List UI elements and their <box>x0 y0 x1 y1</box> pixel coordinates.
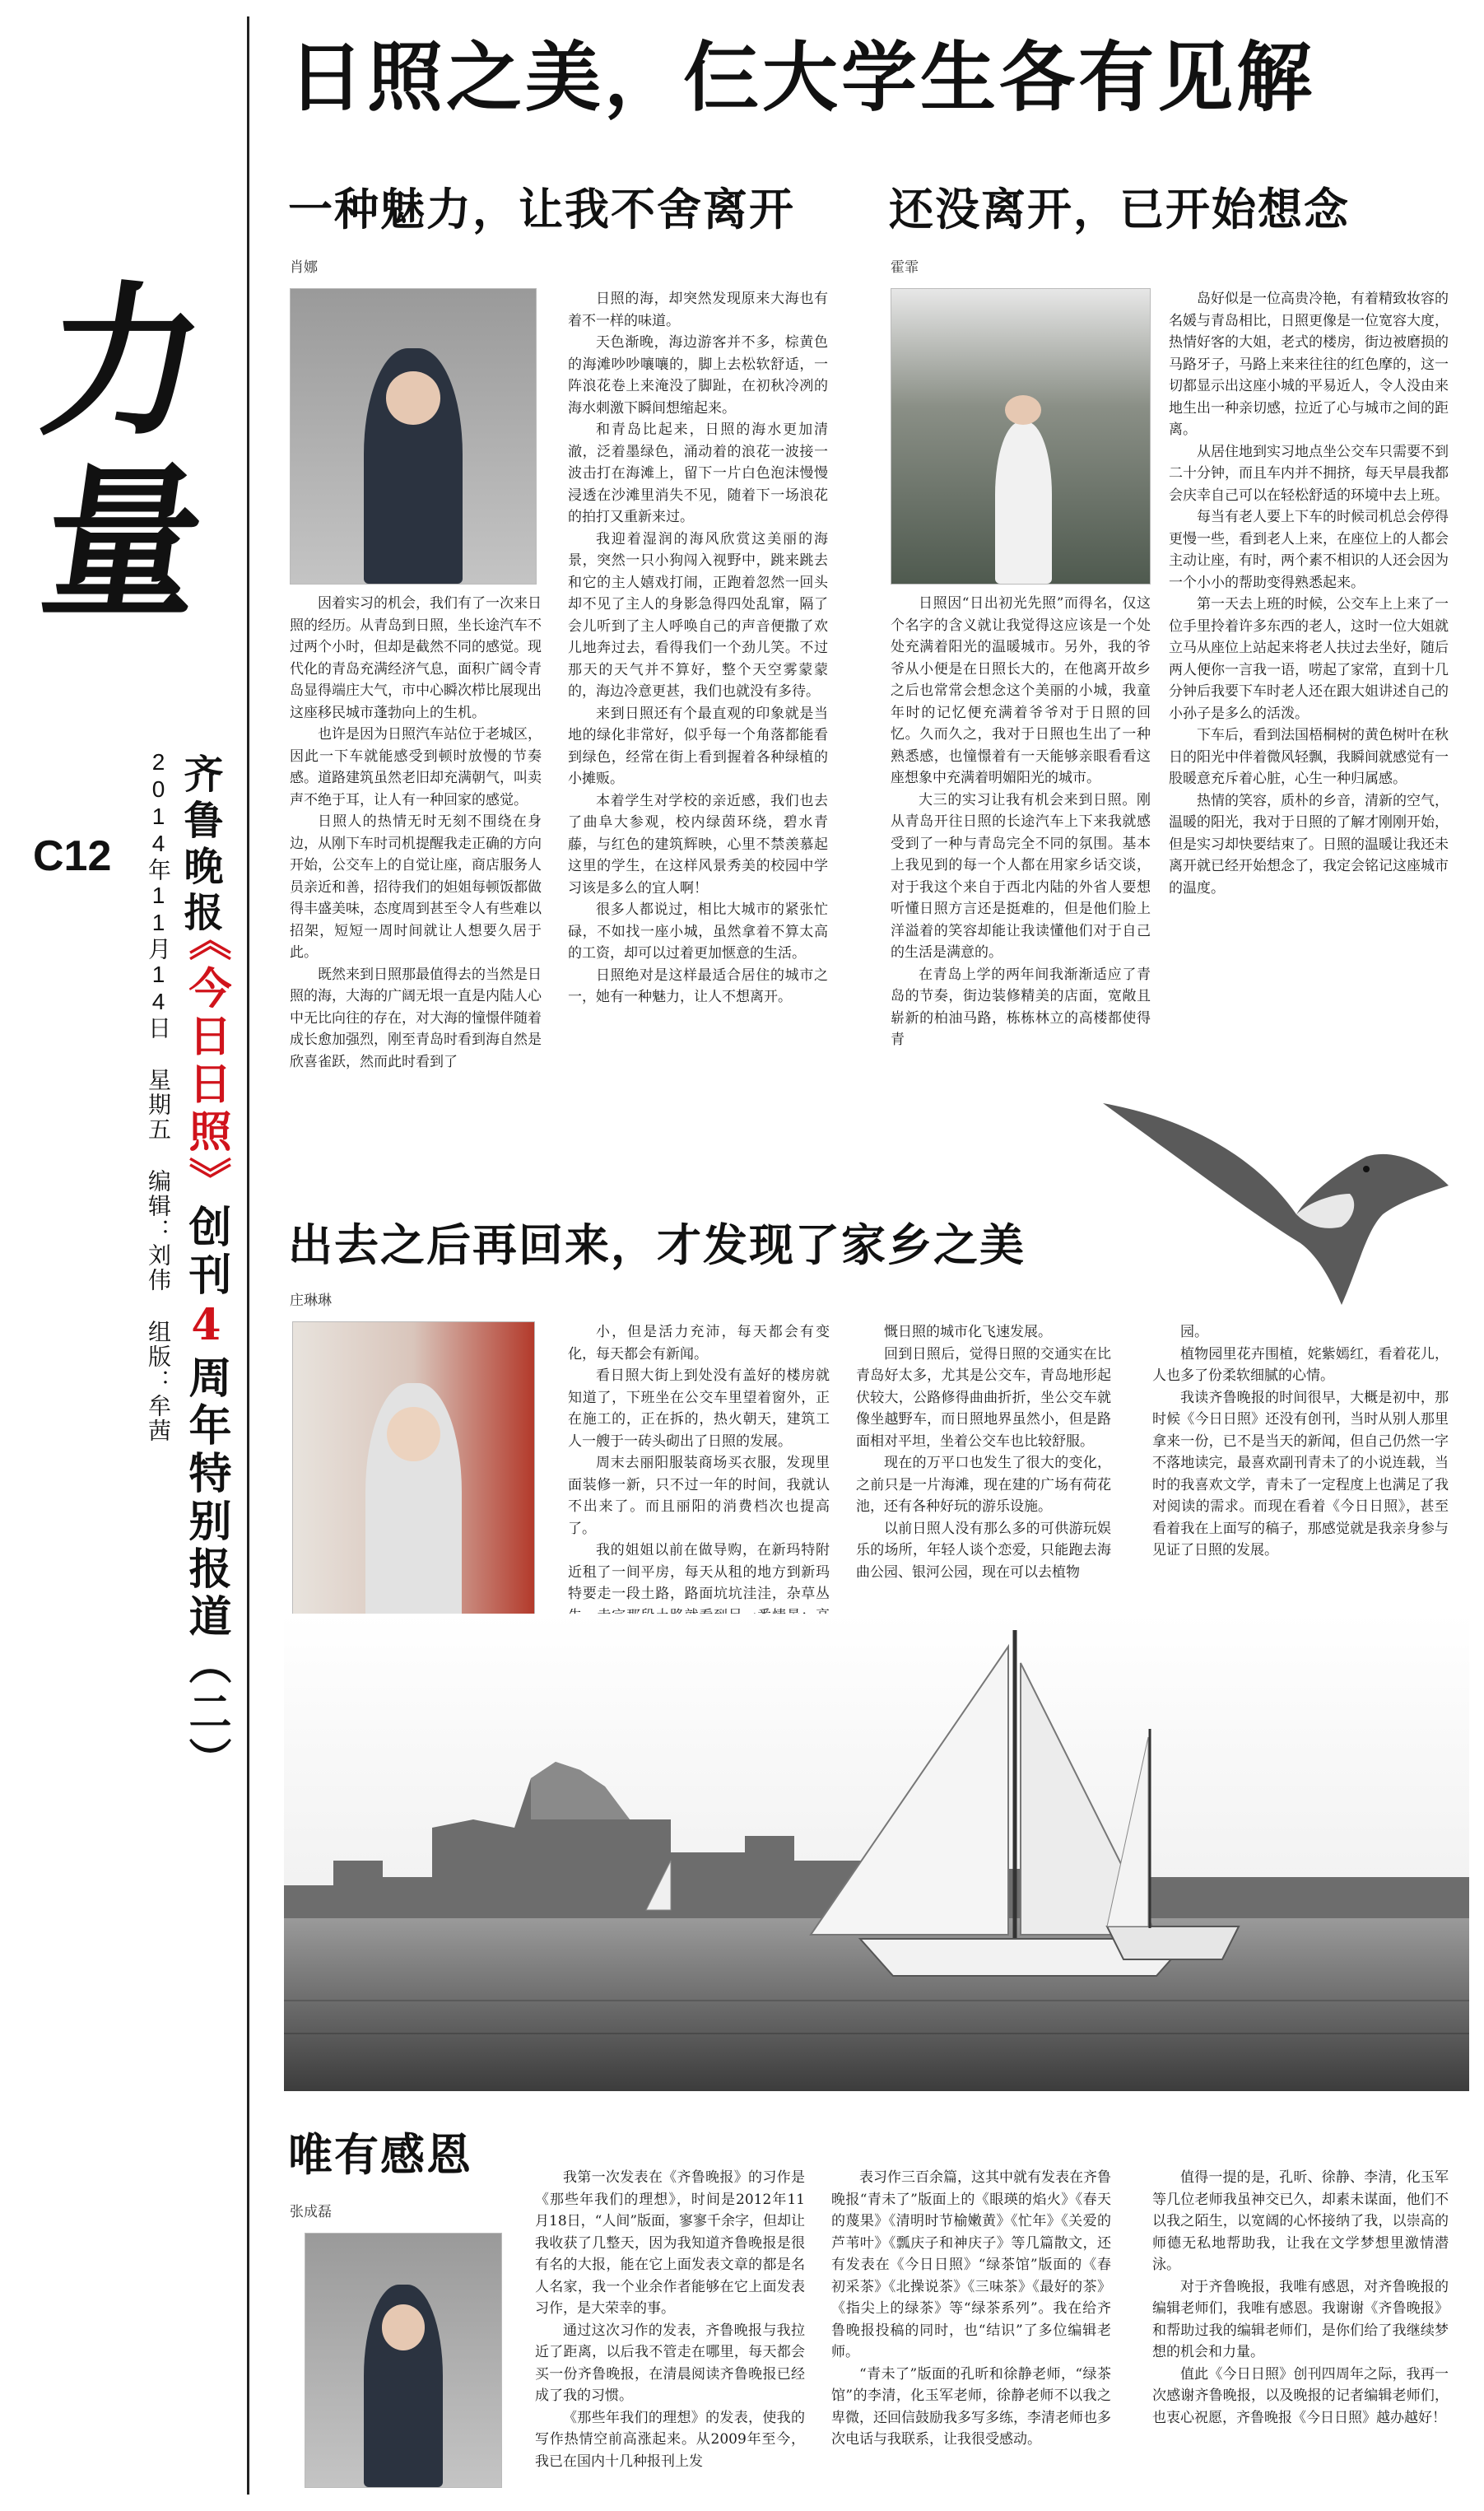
page-headline: 日照之美，仨大学生各有见解 <box>288 34 1316 122</box>
series-founded: 创刊 <box>181 1204 231 1300</box>
paragraph: 我读齐鲁晚报的时间很早，大概是初中，那时候《今日日照》还没有创刊，当时从别人那里拿来一份，已不是当天的新闻，但自己仍然一字不落地读完，最喜欢副刊青未了的小说连载，当时的我喜欢文学，青未了一定程度上也满足了我对阅读的需求。而现在看着《今日日照》，甚至看着我在上面写的稿子，那感觉就是我亲身参与见证了日照的发展。 <box>1152 1389 1449 1558</box>
brand-char-1: 力 <box>31 265 216 459</box>
paragraph: 岛好似是一位高贵冷艳，有着精致妆容的名媛与青岛相比，日照更像是一位宽容大度，热情好客的大姐，老式的楼房，街边被磨损的马路牙子，马路上来来往往的红色摩的，这一切都显示出这座小城的平易近人，令人没由来地生出一种亲切感，拉近了心与城市之间的距离。 <box>1169 291 1449 438</box>
series-years: 4 <box>181 1300 231 1355</box>
paragraph: 回到日照后，觉得日照的交通实在比青岛好太多，尤其是公交车，青岛地形起伏较大，公路修得曲曲折折，坐公交车就像坐越野车，而日照地界虽然小，但是路面相对平坦，坐着公交车也比较舒服。 <box>856 1345 1111 1450</box>
article4-photo <box>305 2233 502 2488</box>
paragraph: 来到日照还有个最直观的印象就是当地的绿化非常好，似乎每一个角落都能看到绿色，经常在街上看到握着各种绿植的小摊贩。 <box>568 705 828 787</box>
masthead-brand <box>25 265 222 640</box>
paragraph: 我的姐姐以前在做导购，在新玛特附近租了一间平房，每天从租的地方到新玛特要走一段土路，路面坑坑洼洼，杂草丛 <box>568 1542 830 1602</box>
article4-col3 <box>1152 2167 1449 2496</box>
paragraph: 天色渐晚，海边游客并不多，棕黄色的海滩吵吵嚷嚷的，脚上去松软舒适，一阵浪花卷上来淹没了脚趾，在初秋冷冽的海水刺激下瞬间想缩起来。 <box>568 334 828 417</box>
seagull-illustration <box>1095 1070 1473 1317</box>
paragraph: 和青岛比起来，日照的海水更加清澈，泛着墨绿色，涌动着的浪花一波接一波击打在海滩上，留下一片白色泡沫慢慢浸透在沙滩里消失不见，随着下一场浪花的拍打又重新来过。 <box>568 422 828 525</box>
article1-photo <box>290 288 537 585</box>
paragraph: 热情的笑容，质朴的乡音，清新的空气，温暖的阳光，我对于日照的了解才刚刚开始，但是实习却快要结束了。日照的温暖让我还未离开就已经开始想念了，我定会铭记这座城市的温度。 <box>1169 792 1449 897</box>
paragraph: 下车后，看到法国梧桐树的黄色树叶在秋日的阳光中伴着微风轻飘，我瞬间就感觉有一股暖意充斥着心脏，心生一种归属感。 <box>1169 727 1449 787</box>
column-divider <box>247 16 249 2495</box>
article2-photo <box>891 288 1151 585</box>
brand-char-2: 量 <box>31 446 216 640</box>
paragraph: 日照的海，却突然发现原来大海也有着不一样的味道。 <box>568 291 828 329</box>
paragraph: 在青岛上学的两年间我渐渐适应了青岛的节奏，街边装修精美的店面，宽敞且崭新的柏油马路，栋栋林立的高楼都使得青 <box>891 966 1151 1048</box>
paragraph: 园。 <box>1180 1324 1208 1340</box>
paragraph: 小，但是活力充沛，每天都会有变化，每天都会有新闻。 <box>568 1324 830 1363</box>
paragraph: 表习作三百余篇，这其中就有发表在齐鲁晚报“青未了”版面上的《眼瑛的焰火》《春天的蔑果》《清明时节榆嫩黄》《忙年》《关爱的芦苇叶》《瓢庆子和神庆子》等几篇散文，还有发表在《今日日照》“绿茶馆”版面的《春初采茶》《北操说茶》《三味茶》《最好的茶》《指尖上的绿茶》等“绿茶系列”。我在给齐鲁晚报投稿的同时，也“结识”了多位编辑老师。 <box>831 2169 1111 2360</box>
series-special: 周年特别报道（二） <box>181 1355 231 1785</box>
photo-face <box>382 2304 425 2350</box>
photo-face <box>1005 395 1041 425</box>
article1-col2 <box>568 288 828 1186</box>
paragraph: 植物园里花卉围植，姹紫嫣红，看着花儿，人也多了份柔软细腻的心情。 <box>1152 1345 1449 1384</box>
paragraph: 从居住地到实习地点坐公交车只需要不到二十分钟，而且车内并不拥挤，每天早晨我都会庆幸自己可以在轻松舒适的环境中去上班。 <box>1169 443 1449 504</box>
article1-byline: 肖娜 <box>290 259 318 275</box>
article4-title: 唯有感恩 <box>288 2129 472 2181</box>
article4-byline: 张成磊 <box>290 2204 332 2220</box>
article1-col1 <box>290 593 542 1186</box>
photo-face <box>387 1407 440 1461</box>
article3-byline: 庄琳琳 <box>290 1293 332 1308</box>
paragraph: 值此《今日日照》创刊四周年之际，我再一次感谢齐鲁晚报，以及晚报的记者编辑老师们，也衷心祝愿，齐鲁晚报《今日日照》越办越好！ <box>1152 2365 1449 2426</box>
paragraph: 日照人的热情无时无刻不围绕在身边，从刚下车时司机提醒我走正确的方向开始，公交车上的自觉让座，商店服务人员亲近和善，招待我们的妲姐每顿饭都做得丰盛美味，态度周到甚至令人有些难以招架，短短一周时间就让人想要久居于此。 <box>290 813 542 961</box>
harbor-sailboat-illustration <box>284 1614 1469 2091</box>
series-name: 《今日日照》 <box>181 918 231 1204</box>
page-code: C12 <box>33 832 112 880</box>
paragraph: 每当有老人要上下车的时候司机总会停得更慢一些，看到老人上来，在座位上的人都会主动让座，有时，两个素不相识的人还会因为一个小小的帮助变得熟悉起来。 <box>1169 509 1449 591</box>
paragraph: 日照因“日出初光先照”而得名，仅这个名字的含义就让我觉得这应该是一个处处充满着阳光的温暖城市。另外，我的爷爷从小便是在日照长大的，在他离开故乡之后也常常会想念这个美丽的小城，我童年时的记忆便充满着爷爷对于日照的回忆。久而久之，我对于日照也生出了一种熟悉感，也憧憬着有一天能够亲眼看看这座想象中充满着明媚阳光的城市。 <box>891 595 1151 786</box>
paragraph: 慨日照的城市化飞速发展。 <box>884 1324 1052 1340</box>
article2-col2 <box>1169 288 1449 1186</box>
paragraph: 通过这次习作的发表，齐鲁晚报与我拉近了距离，以后我不管走在哪里，每天都会买一份齐鲁晚报，在清晨阅读齐鲁晚报已经成了我的习惯。 <box>535 2322 805 2404</box>
paragraph: 我第一次发表在《齐鲁晚报》的习作是《那些年我们的理想》，时间是2012年11月18日，“人间”版面，寥寥千余字，但却让我收获了几整天，因为我知道齐鲁晚报是很有名的大报，能在它上面发表文章的都是名人名家，我一个业余作者能够在它上面发表习作，是大荣幸的事。 <box>535 2169 805 2317</box>
paragraph: 因着实习的机会，我们有了一次来日照的经历。从青岛到日照，坐长途汽车不过两个小时，但却是截然不同的感觉。现代化的青岛充满经济气息，面积广阔令青岛显得端庄大气，市中心瞬次栉比展现出这座移民城市蓬勃向上的生机。 <box>290 595 542 721</box>
series-title <box>181 918 230 1785</box>
date-line: 2014年11月14日 星期五 编辑：刘伟 组版：牟茜 <box>146 749 171 1443</box>
paragraph: “青未了”版面的孔昕和徐静老师，“绿茶馆”的李清，化玉军老师，徐静老师不以我之卑微，还回信鼓励我多写多练，李清老师也多次电话与我联系，让我很受感动。 <box>831 2365 1111 2448</box>
paragraph: 也许是因为日照汽车站位于老城区，因此一下车就能感受到顿时放慢的节奏感。道路建筑虽然老旧却充满朝气，叫卖声不绝于耳，让人有一种回家的感觉。 <box>290 726 542 808</box>
paragraph: 本着学生对学校的亲近感，我们也去了曲阜大参观，校内绿茵环绕，碧水青藤，与红色的建筑辉映，心里不禁羡慕起这里的学生，在这样风景秀美的校园中学习该是多么的宜人啊！ <box>568 792 828 897</box>
paragraph: 周末去丽阳服装商场买衣服，发现里面装修一新，只不过一年的时间，我就认不出来了。而且丽阳的消费档次也提高了。 <box>568 1455 830 1537</box>
paragraph: 《那些年我们的理想》的发表，使我的写作热情空前高涨起来。从2009年至今，我已在国内十几种报刊上发 <box>535 2409 805 2470</box>
article2-title: 还没离开，已开始想念 <box>889 184 1350 235</box>
paragraph: 日照绝对是这样最适合居住的城市之一，她有一种魅力，让人不想离开。 <box>568 967 828 1005</box>
paragraph: 以前日照人没有那么多的可供游玩娱乐的场所，年轻人谈个恋爱，只能跑去海曲公园、银河公园，现在可以去植物 <box>856 1520 1111 1581</box>
paragraph: 我迎着湿润的海风欣赏这美丽的海景，突然一只小狗闯入视野中，跳来跳去和它的主人嬉戏打闹，正跑着忽然一回头却不见了主人的身影急得四处乱窜，隔了会儿听到了主人呼唤自己的声音便撒了欢儿地奔过去，看得我们一个劲儿笑。不过那天的天气并不算好，整个天空雾蒙蒙的，海边冷意更甚，我们也就没有多待。 <box>568 530 828 700</box>
paragraph: 看日照大街上到处没有盖好的楼房就知道了，下班坐在公交车里望着窗外，正在施工的，正在拆的，热火朝天，建筑工人一艘于一砖头砌出了日照的发展。 <box>568 1367 830 1450</box>
article3-photo <box>292 1321 535 1626</box>
article3-title: 出去之后再回来，才发现了家乡之美 <box>288 1219 1026 1271</box>
paragraph: 第一天去上班的时候，公交车上上来了一位手里拎着许多东西的老人，这时一位大姐就立马从座位上站起来将老人扶过去坐好，随后两人便你一言我一语，唠起了家常，直到十几分钟后我要下车时老人还在跟大姐讲述自己的小孙子是多么的活泼。 <box>1169 596 1449 722</box>
paragraph: 很多人都说过，相比大城市的紧张忙碌，不如找一座小城，虽然拿着不算太高的工资，却可以过着更加惬意的生活。 <box>568 901 828 962</box>
article1-title: 一种魅力，让我不舍离开 <box>288 184 795 235</box>
photo-face <box>386 371 440 424</box>
paragraph: 既然来到日照那最值得去的当然是日照的海，大海的广阔无垠一直是内陆人心中无比向往的存在，对大海的憧憬伴随着成长愈加强烈，刚至青岛时看到海自然是欣喜雀跃，然而此时看到了 <box>290 966 542 1070</box>
photo-figure <box>995 422 1052 584</box>
paragraph: 大三的实习让我有机会来到日照。刚从青岛开往日照的长途汽车上下来我就感受到了一种与青岛完全不同的氛围。基本上我见到的每一个人都在用家乡话交谈，对于我这个来自于西北内陆的外省人要想听懂日照方言还是挺难的，但是他们脸上洋溢着的笑容却能让我读懂他们对于自己的生活是满意的。 <box>891 791 1151 961</box>
paragraph: 值得一提的是，孔昕、徐静、李清，化玉军等几位老师我虽神交已久，却素未谋面，他们不以我之陌生，以宽阔的心怀接纳了我，以崇高的师德无私地帮助我，让我在文学梦想里激情潜泳。 <box>1152 2169 1449 2273</box>
article4-col1 <box>535 2167 805 2496</box>
paragraph: 对于齐鲁晚报，我唯有感恩，对齐鲁晚报的编辑老师们，我唯有感恩。我谢谢《齐鲁晚报》和帮助过我的编辑老师们，是你们给了我继续梦想的机会和力量。 <box>1152 2278 1449 2360</box>
paragraph: 现在的万平口也发生了很大的变化，之前只是一片海滩，现在建的广场有荷花池，还有各种好玩的游乐设施。 <box>856 1455 1111 1515</box>
article4-col2 <box>831 2167 1111 2496</box>
paper-name: 齐鲁晚报 <box>177 753 223 938</box>
article2-byline: 霍霏 <box>891 259 919 275</box>
